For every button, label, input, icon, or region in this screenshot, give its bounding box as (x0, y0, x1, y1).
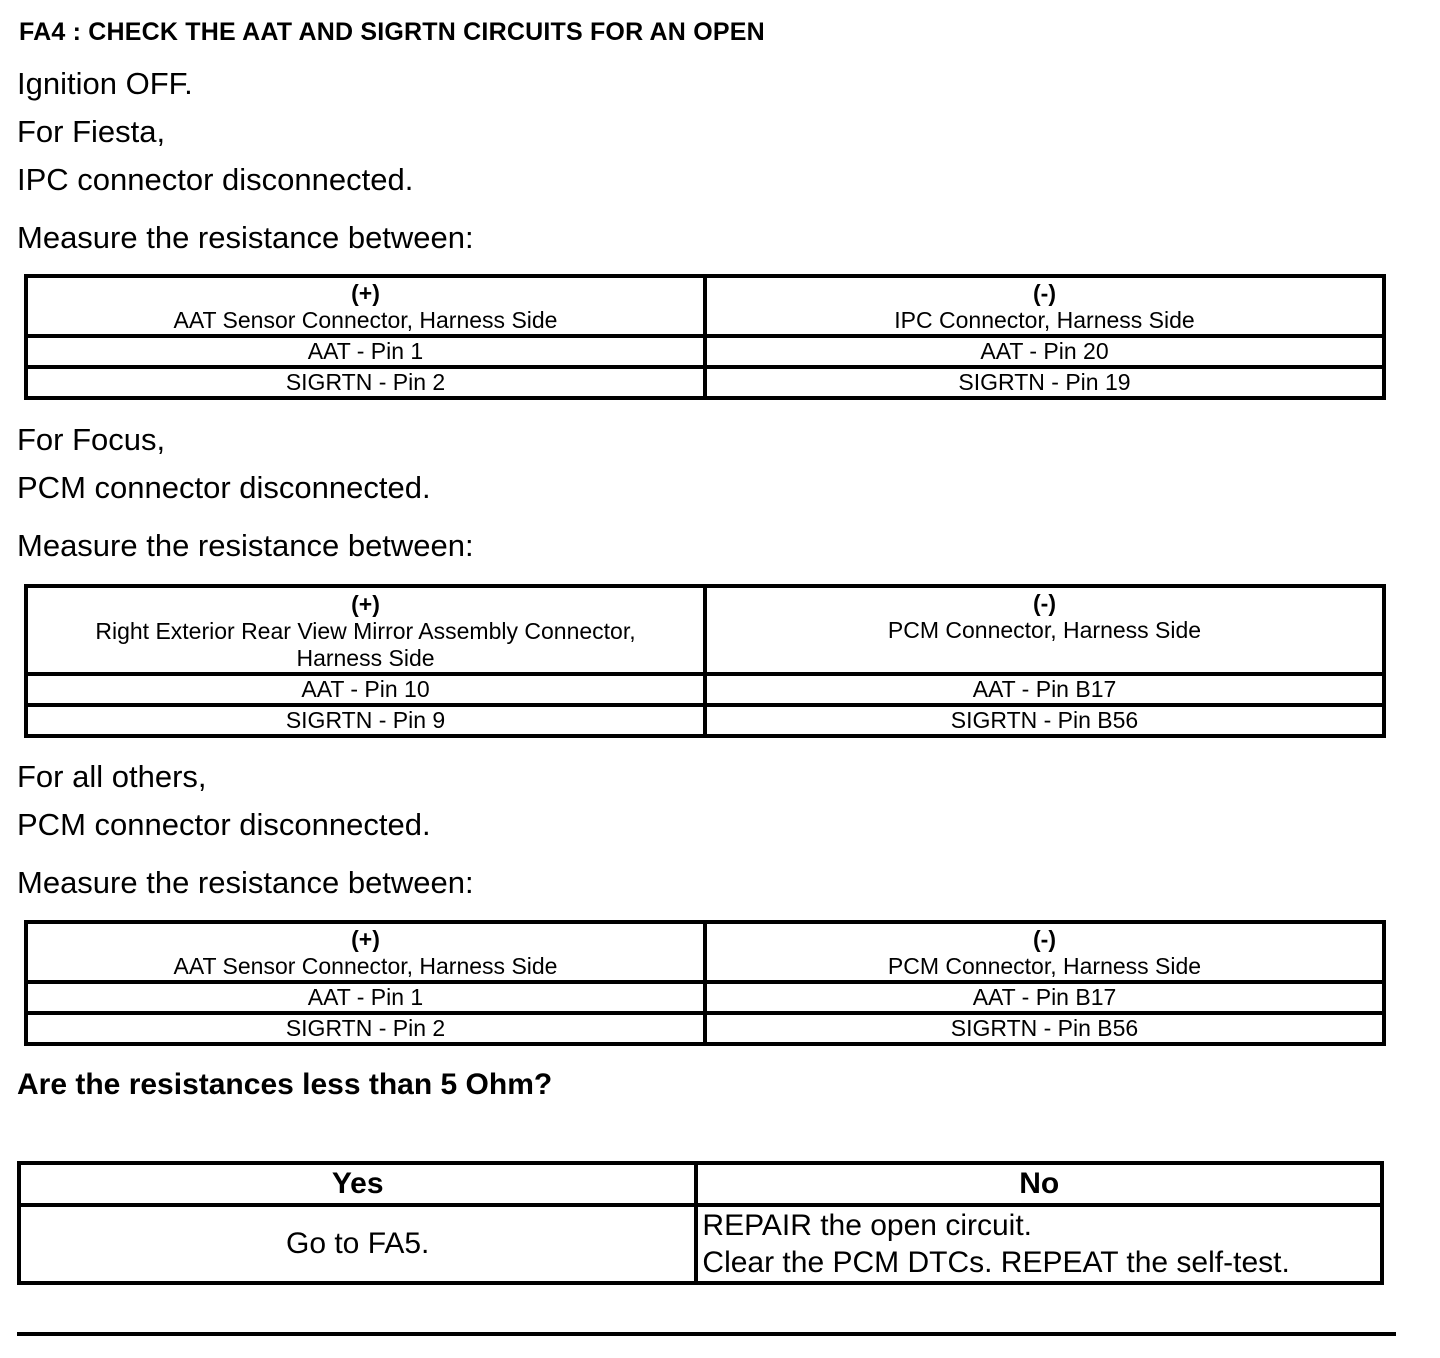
positive-connector-name: AAT Sensor Connector, Harness Side (173, 307, 558, 333)
negative-connector-name: IPC Connector, Harness Side (894, 307, 1195, 333)
step-title: FA4 : CHECK THE AAT AND SIGRTN CIRCUITS FOR AN OPEN (19, 18, 765, 46)
no-action-repair: REPAIR the open circuit. (702, 1209, 1032, 1242)
positive-pin-cell: AAT - Pin 1 (26, 336, 705, 367)
positive-pin-cell: AAT - Pin 10 (26, 674, 705, 705)
fiesta-label: For Fiesta, (17, 114, 166, 149)
negative-header (705, 586, 1384, 674)
positive-pin-cell: AAT - Pin 1 (26, 982, 705, 1013)
negative-connector-name: PCM Connector, Harness Side (887, 953, 1202, 979)
focus-connector-instruction: PCM connector disconnected. (17, 470, 431, 505)
positive-header (26, 922, 705, 982)
measure-instruction-focus: Measure the resistance between: (17, 528, 474, 563)
bottom-divider (17, 1332, 1396, 1336)
table-header-row (26, 586, 1384, 674)
yes-action: Go to FA5. (19, 1205, 696, 1283)
negative-header (705, 922, 1384, 982)
measure-instruction-fiesta: Measure the resistance between: (17, 220, 474, 255)
table-row (26, 674, 1384, 705)
positive-sign: (+) (351, 590, 380, 617)
fiesta-resistance-table (24, 274, 1386, 400)
no-header: No (696, 1163, 1382, 1205)
result-header-row (19, 1163, 1382, 1205)
others-connector-instruction: PCM connector disconnected. (17, 807, 431, 842)
negative-sign: (-) (1033, 926, 1056, 952)
table-header-row (26, 276, 1384, 336)
negative-pin-cell: AAT - Pin 20 (705, 336, 1384, 367)
negative-header (705, 276, 1384, 336)
positive-header (26, 586, 705, 674)
negative-sign: (-) (1033, 280, 1056, 306)
negative-pin-cell: SIGRTN - Pin B56 (705, 1013, 1384, 1044)
positive-sign: (+) (351, 926, 380, 952)
table-header-row (26, 922, 1384, 982)
others-resistance-table (24, 920, 1386, 1046)
negative-sign: (-) (1033, 590, 1056, 616)
negative-pin-cell: AAT - Pin B17 (705, 982, 1384, 1013)
positive-pin-cell: SIGRTN - Pin 2 (26, 367, 705, 398)
positive-header (26, 276, 705, 336)
measure-instruction-others: Measure the resistance between: (17, 865, 474, 900)
positive-pin-cell: SIGRTN - Pin 9 (26, 705, 705, 736)
table-row (26, 705, 1384, 736)
others-label: For all others, (17, 759, 207, 794)
result-table (17, 1161, 1384, 1285)
result-action-row (19, 1205, 1382, 1283)
no-action (696, 1205, 1382, 1283)
positive-sign: (+) (351, 280, 380, 306)
resistance-question: Are the resistances less than 5 Ohm? (17, 1068, 553, 1101)
yes-header: Yes (19, 1163, 696, 1205)
ignition-instruction: Ignition OFF. (17, 66, 193, 101)
focus-label: For Focus, (17, 422, 166, 457)
table-row (26, 982, 1384, 1013)
table-row (26, 336, 1384, 367)
positive-connector-name-cont: Harness Side (296, 644, 435, 671)
negative-pin-cell: AAT - Pin B17 (705, 674, 1384, 705)
negative-pin-cell: SIGRTN - Pin 19 (705, 367, 1384, 398)
fiesta-connector-instruction: IPC connector disconnected. (17, 162, 414, 197)
table-row (26, 1013, 1384, 1044)
positive-pin-cell: SIGRTN - Pin 2 (26, 1013, 705, 1044)
positive-connector-name: AAT Sensor Connector, Harness Side (173, 953, 558, 979)
negative-connector-name: PCM Connector, Harness Side (887, 617, 1202, 643)
positive-connector-name: Right Exterior Rear View Mirror Assembly Connector, (95, 617, 636, 644)
focus-resistance-table (24, 584, 1386, 738)
no-action-clear: Clear the PCM DTCs. REPEAT the self-test. (702, 1246, 1290, 1279)
negative-pin-cell: SIGRTN - Pin B56 (705, 705, 1384, 736)
table-row (26, 367, 1384, 398)
